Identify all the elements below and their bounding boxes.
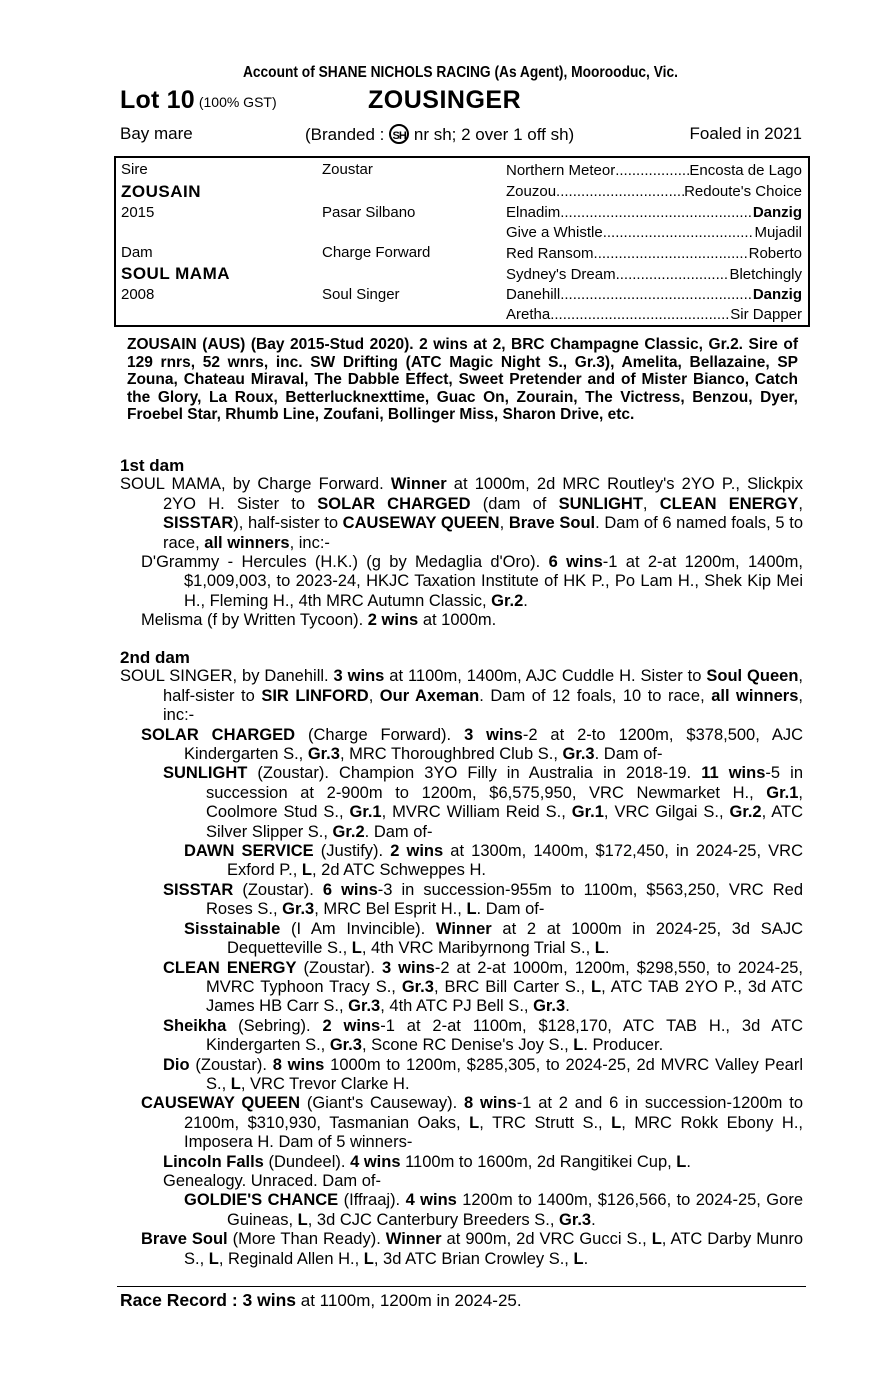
- sire-dam: Pasar Silbano: [322, 204, 416, 221]
- progeny-entry: CLEAN ENERGY (Zoustar). 3 wins-2 at 2-at 1000m, 1200m, $298,550, to 2024-25, MVRC Typhoon Tracy S., Gr.3, BRC Bill Carter S., L, ATC TAB 2YO P., 3d ATC James HB Carr S., Gr.3, 4th ATC PJ Bell S., Gr.3.: [163, 958, 804, 1016]
- horse-sex-colour: Bay mare: [120, 124, 193, 143]
- second-dam-entries: [120, 667, 803, 1269]
- progeny-entry: CAUSEWAY QUEEN (Giant's Causeway). 8 wins-1 at 2 and 6 in succession-1200m to 2100m, $310,930, Tasmanian Oaks, L, TRC Strutt S., L, MRC Rokk Ebony H., Imposera H. Dam of 5 winners-: [141, 1094, 804, 1152]
- first-dam-section: [120, 456, 803, 631]
- race-record-label: Race Record : 3 wins: [120, 1290, 297, 1310]
- race-record: [120, 1290, 522, 1311]
- progeny-entry: SUNLIGHT (Zoustar). Champion 3YO Filly in Australia in 2018-19. 11 wins-5 in succession at 2-900m to 1200m, $6,575,950, VRC Newmarket H., Gr.1, Coolmore Stud S., Gr.1, MVRC William Reid S., Gr.1, VRC Gilgai S., Gr.2, ATC Silver Slipper S., Gr.2. Dam of-: [163, 764, 803, 841]
- branded-prefix: (Branded :: [305, 125, 385, 144]
- second-dam-heading: 2nd dam: [120, 648, 190, 667]
- brand-mark-icon: SH: [389, 124, 409, 144]
- dam-name: SOUL MAMA: [121, 264, 231, 283]
- sire-sire: Zoustar: [322, 161, 373, 178]
- progeny-entry: GOLDIE'S CHANCE (Iffraaj). 4 wins 1200m to 1400m, $126,566, to 2024-25, Gore Guineas, L, 3d CJC Canterbury Breeders S., Gr.3.: [184, 1191, 803, 1229]
- foaled-year: Foaled in 2021: [689, 124, 802, 143]
- horse-name: ZOUSINGER: [368, 86, 522, 114]
- sire-year: 2015: [121, 204, 155, 221]
- branded-suffix: nr sh; 2 over 1 off sh): [413, 125, 575, 144]
- dam-dam: Soul Singer: [322, 286, 400, 303]
- pedigree-gen3-row: Danehill ..... Danzig: [506, 286, 802, 304]
- progeny-entry: Melisma (f by Written Tycoon). 2 wins at 1000m.: [141, 611, 497, 630]
- progeny-entry: Sheikha (Sebring). 2 wins-1 at 2-at 1100m, $128,170, ATC TAB H., 3d ATC Kindergarten S., Gr.3, Scone RC Denise's Joy S., L. Producer.: [163, 1016, 803, 1055]
- pedigree-gen3-row: Aretha ..... Sir Dapper: [506, 306, 802, 324]
- first-dam-heading: 1st dam: [120, 456, 185, 475]
- sire-name: ZOUSAIN: [121, 182, 201, 201]
- sire-label: Sire: [121, 161, 148, 178]
- pedigree-gen3-row: Give a Whistle ..... Mujadil: [506, 224, 802, 242]
- pedigree-gen3-row: Elnadim ..... Danzig: [506, 204, 802, 222]
- vendor-account-line: Account of SHANE NICHOLS RACING (As Agent), Moorooduc, Vic.: [242, 64, 678, 81]
- pedigree-gen3-row: Northern Meteor ..... Encosta de Lago: [506, 162, 802, 180]
- dam-label: Dam: [121, 244, 153, 261]
- progeny-entry: SISSTAR (Zoustar). 6 wins-3 in succession-955m to 1100m, $563,250, VRC Red Roses S., Gr.3, MRC Bel Esprit H., L. Dam of-: [163, 880, 804, 919]
- progeny-entry: D'Grammy - Hercules (H.K.) (g by Medaglia d'Oro). 6 wins-1 at 2-at 1200m, 1400m, $1,009,003, to 2023-24, HKJC Taxation Institute of HK P., Po Lam H., Shek Kip Mei H., Fleming H., 4th MRC Autumn Classic, Gr.2.: [141, 553, 804, 610]
- progeny-entry: Genealogy. Unraced. Dam of-: [163, 1171, 381, 1190]
- progeny-entry: Sisstainable (I Am Invincible). Winner at 2 at 1000m in 2024-25, 3d SAJC Dequetteville S., L, 4th VRC Maribyrnong Trial S., L.: [184, 919, 803, 958]
- second-dam-section: [120, 648, 803, 1269]
- dam-sire: Charge Forward: [322, 244, 431, 261]
- sire-summary: ZOUSAIN (AUS) (Bay 2015-Stud 2020). 2 wins at 2, BRC Champagne Classic, Gr.2. Sire of 129 rnrs, 52 wnrs, inc. SW Drifting (ATC Magic Night S., Gr.3), Amelita, Bellazaine, SP Zouna, Chateau Miraval, The Dabble Effect, Sweet Pretender and of Mister Bianco, Catch the Glory, La Roux, Betterlucknexttime, Guac On, Zourain, The Victress, Benzou, Dyer, Froebel Star, Rhumb Line, Zoufani, Bollinger Miss, Sharon Drive, etc.: [127, 336, 798, 423]
- progeny-entry: Lincoln Falls (Dundeel). 4 wins 1100m to 1600m, 2d Rangitikei Cup, L.: [163, 1152, 691, 1171]
- pedigree-gen3-row: Red Ransom ..... Roberto: [506, 245, 802, 263]
- pedigree-table: [114, 156, 810, 327]
- progeny-entry: Dio (Zoustar). 8 wins 1000m to 1200m, $285,305, to 2024-25, 2d MVRC Valley Pearl S., L, VRC Trevor Clarke H.: [163, 1055, 804, 1093]
- brand-description: [305, 124, 574, 145]
- divider: [117, 1286, 806, 1287]
- lot-number: Lot 10: [120, 86, 195, 114]
- pedigree-gen3-row: Sydney's Dream ..... Bletchingly: [506, 266, 802, 284]
- dam-entry: SOUL MAMA, by Charge Forward. Winner at 1000m, 2d MRC Routley's 2YO P., Slickpix 2YO H. Sister to SOLAR CHARGED (dam of SUNLIGHT, CLEAN ENERGY, SISSTAR), half-sister to CAUSEWAY QUEEN, Brave Soul. Dam of 6 named foals, 5 to race, all winners, inc:-: [120, 475, 804, 552]
- dam-year: 2008: [121, 286, 155, 303]
- progeny-entry: SOLAR CHARGED (Charge Forward). 3 wins-2 at 2-to 1200m, $378,500, AJC Kindergarten S., Gr.3, MRC Thoroughbred Club S., Gr.3. Dam of-: [141, 725, 803, 764]
- first-dam-entries: [120, 475, 803, 630]
- dam-entry: SOUL SINGER, by Danehill. 3 wins at 1100m, 1400m, AJC Cuddle H. Sister to Soul Queen, half-sister to SIR LINFORD, Our Axeman. Dam of 12 foals, 10 to race, all winners, inc:-: [120, 667, 803, 725]
- lot-header: [120, 86, 820, 116]
- pedigree-gen3-row: Zouzou ..... Redoute's Choice: [506, 183, 802, 201]
- progeny-entry: DAWN SERVICE (Justify). 2 wins at 1300m, 1400m, $172,450, in 2024-25, VRC Exford P., L, 2d ATC Schweppes H.: [184, 842, 804, 880]
- progeny-entry: Brave Soul (More Than Ready). Winner at 900m, 2d VRC Gucci S., L, ATC Darby Munro S., L, Reginald Allen H., L, 3d ATC Brian Crowley S., L.: [141, 1230, 804, 1268]
- race-record-text: at 1100m, 1200m in 2024-25.: [296, 1291, 522, 1310]
- gst-note: (100% GST): [198, 94, 277, 110]
